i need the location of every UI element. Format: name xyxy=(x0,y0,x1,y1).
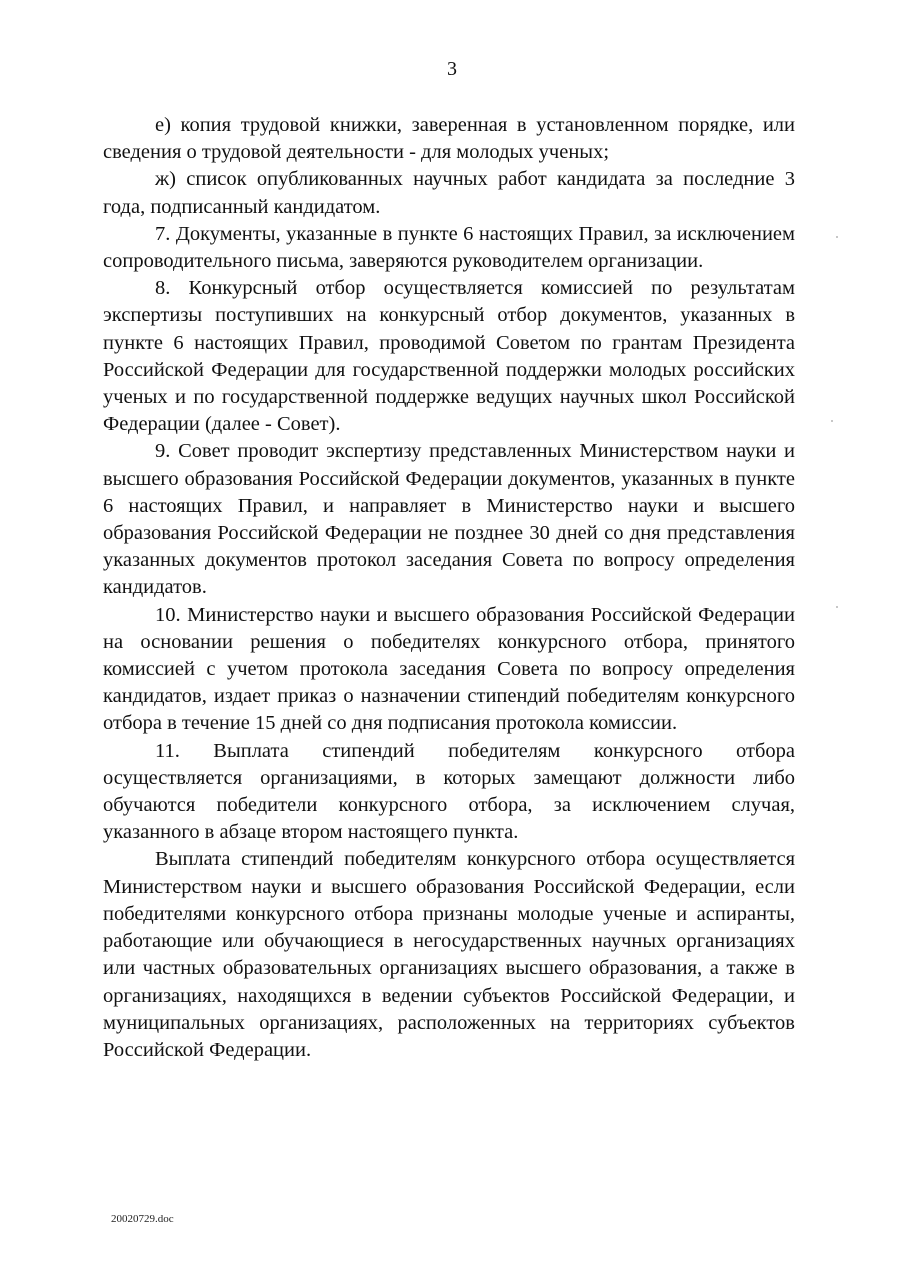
paragraph-7: 7. Документы, указанные в пункте 6 настоящих Правил, за исключением сопроводительного письма, заверяются руководителем организации. xyxy=(103,222,795,273)
paragraph-item-zh: ж) список опубликованных научных работ кандидата за последние 3 года, подписанный кандидатом. xyxy=(103,168,795,218)
paragraph-10: 10. Министерство науки и высшего образования Российской Федерации на основании решения о победителях конкурсного отбора, принятого комиссией с учетом протокола заседания Совета по вопросу определения кандидатов, издает приказ о назначении стипендий победителям конкурсного отбора в течение 15 дней со дня подписания протокола комиссии. xyxy=(103,603,795,735)
footer-filename: 20020729.doc xyxy=(111,1213,174,1225)
paragraph-item-e: е) копия трудовой книжки, заверенная в установленном порядке, или сведения о трудовой деятельности - для молодых ученых; xyxy=(103,114,795,164)
paragraph-8: 8. Конкурсный отбор осуществляется комиссией по результатам экспертизы поступивших на конкурсный отбор документов, указанных в пункте 6 настоящих Правил, проводимой Советом по грантам Президента Российской Федерации для государственной поддержки молодых российских ученых и по государственной поддержке ведущих научных школ Российской Федерации (далее - Совет). xyxy=(103,277,795,436)
paragraph-11-second: Выплата стипендий победителям конкурсного отбора осуществляется Министерством науки и высшего образования Российской Федерации, если победителями конкурсного отбора признаны молодые ученые и аспиранты, работающие или обучающиеся в негосударственных научных организациях или частных образовательных организациях высшего образования, а также в организациях, находящихся в ведении субъектов Российской Федерации, и муниципальных организациях, расположенных на территориях субъектов Российской Федерации. xyxy=(103,848,795,1061)
document-body xyxy=(103,112,795,1064)
scan-speck xyxy=(836,606,838,608)
paragraph-11: 11. Выплата стипендий победителям конкурсного отбора осуществляется организациями, в которых замещают должности либо обучаются победители конкурсного отбора, за исключением случая, указанного в абзаце втором настоящего пункта. xyxy=(103,739,795,844)
scan-speck xyxy=(831,420,833,422)
paragraph-9: 9. Совет проводит экспертизу представленных Министерством науки и высшего образования Российской Федерации документов, указанных в пункте 6 настоящих Правил, и направляет в Министерство науки и высшего образования Российской Федерации не позднее 30 дней со дня представления указанных документов протокол заседания Совета по вопросу определения кандидатов. xyxy=(103,440,795,599)
page-number: 3 xyxy=(447,58,457,80)
scan-speck xyxy=(836,236,838,238)
